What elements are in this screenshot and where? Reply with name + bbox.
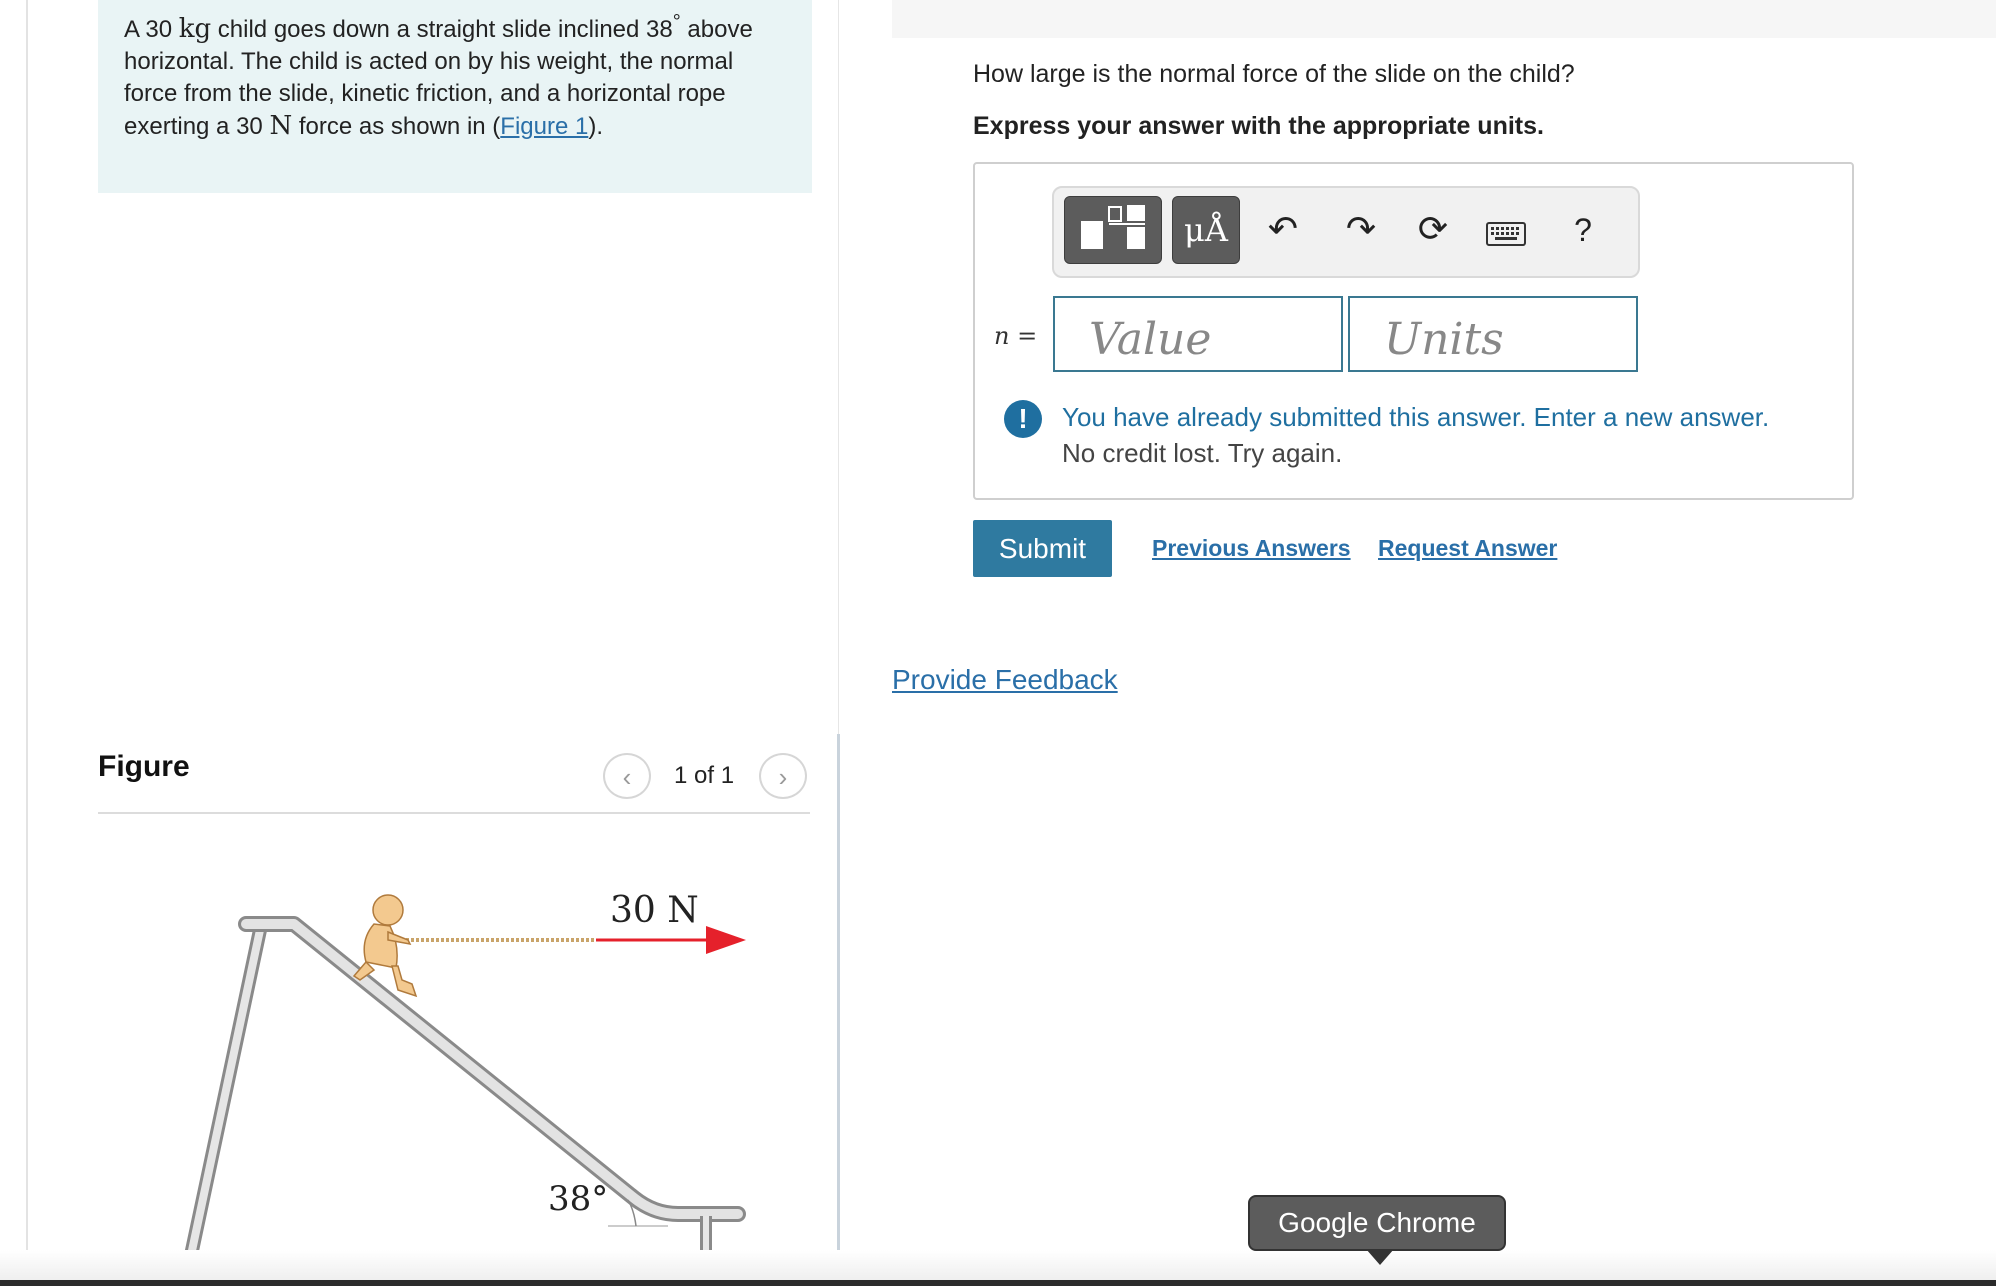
slide-surface	[246, 924, 738, 1214]
top-strip	[892, 0, 1996, 38]
provide-feedback-link[interactable]: Provide Feedback	[892, 664, 1118, 695]
unit-kg: kg	[178, 14, 212, 44]
figure-divider	[98, 812, 810, 814]
redo-icon[interactable]: ↷	[1345, 208, 1377, 249]
problem-text-b: child goes down a straight slide inclined 38	[211, 16, 673, 43]
figure-title: Figure	[98, 750, 190, 783]
previous-answers-link[interactable]: Previous Answers	[1152, 535, 1351, 561]
notice-submessage: No credit lost. Try again.	[1062, 438, 1343, 468]
taskbar-tooltip: Google Chrome	[1248, 1195, 1506, 1251]
column-divider-top	[838, 0, 839, 734]
force-label: 30 N	[610, 890, 699, 931]
help-icon[interactable]: ?	[1574, 212, 1592, 248]
keyboard-icon[interactable]	[1486, 222, 1526, 248]
reset-icon[interactable]: ⟳	[1417, 208, 1449, 249]
problem-text-a: A 30	[124, 16, 179, 43]
problem-text-d: force as shown in (	[292, 113, 501, 140]
column-divider	[837, 734, 840, 1286]
units-input[interactable]	[1348, 296, 1638, 372]
slide-figure	[98, 880, 758, 1280]
bottom-shadow	[0, 1250, 1996, 1280]
undo-icon[interactable]: ↶	[1267, 208, 1299, 249]
variable-label: n =	[994, 322, 1038, 350]
angle-label: 38°	[548, 1179, 609, 1219]
unit-n: N	[269, 111, 293, 141]
tooltip-arrow	[1366, 1249, 1394, 1265]
submit-button[interactable]: Submit	[973, 520, 1112, 577]
request-answer-link[interactable]: Request Answer	[1378, 535, 1558, 561]
answer-instruction: Express your answer with the appropriate units.	[973, 112, 1544, 140]
figure-pager-text: 1 of 1	[674, 762, 735, 789]
notice-message: You have already submitted this answer. Enter a new answer.	[1062, 402, 1770, 432]
question-prompt: How large is the normal force of the slide on the child?	[973, 60, 1575, 88]
degree-symbol: °	[672, 11, 681, 33]
value-input[interactable]	[1053, 296, 1343, 372]
templates-icon[interactable]	[1064, 196, 1162, 264]
bottom-bar	[0, 1280, 1996, 1286]
problem-statement	[98, 0, 812, 193]
chevron-left-icon[interactable]: ‹	[603, 753, 651, 799]
problem-text-e: ).	[588, 113, 603, 140]
problem-text-c: above horizontal. The child is acted on by his weight, the normal force from the slide, kinetic friction, and a horizontal rope exerting a 30	[124, 16, 753, 140]
figure-link[interactable]: Figure 1	[500, 113, 589, 140]
force-arrow-head	[706, 926, 746, 954]
chevron-right-icon[interactable]: ›	[759, 753, 807, 799]
units-icon[interactable]: μÅ	[1172, 196, 1240, 264]
alert-icon: !	[1004, 400, 1042, 438]
left-border	[26, 0, 28, 1286]
